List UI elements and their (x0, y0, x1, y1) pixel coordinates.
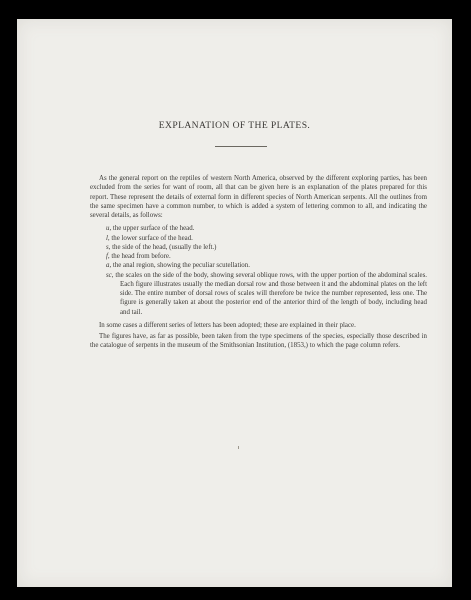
figures-paragraph: The figures have, as far as possible, been taken from the type specimens of the species, especially those described in the catalogue of serpents in the museum of the Smithsonian Institution, (1853,) to which the page column refers. (90, 333, 427, 350)
item-text: the head from before. (111, 253, 171, 260)
item-text: the anal region, showing the peculiar scutellation. (112, 262, 250, 270)
list-item (90, 224, 427, 233)
item-letter: u, (106, 225, 112, 233)
list-item (90, 234, 427, 243)
document-page (17, 19, 452, 587)
list-item (90, 261, 427, 270)
title-divider (215, 146, 267, 147)
item-letter: a, (106, 262, 112, 270)
item-text: the lower surface of the head. (111, 234, 193, 242)
item-letter: f, (106, 253, 110, 260)
intro-paragraph: As the general report on the reptiles of western North America, observed by the different exploring parties, has been excluded from the series for want of room, all that can be given here is an explanation of the plates prepared for this report. These represent the details of external form in different species of North American serpents. All the outlines from the same specimen have a common number, to which is added a system of lettering common to all, and indicating the several details, as follows: (90, 175, 427, 219)
item-letter: s, (106, 243, 111, 251)
page-title: EXPLANATION OF THE PLATES. (158, 120, 311, 131)
document-body (90, 174, 427, 351)
list-item (90, 252, 427, 261)
list-item (90, 243, 427, 252)
item-text: the upper surface of the head. (112, 225, 195, 233)
list-item (90, 271, 427, 317)
lettering-list (90, 224, 427, 317)
item-letter: sc, (106, 271, 114, 279)
letters-paragraph: In some cases a different series of letters has been adopted; these are explained in their place. (99, 321, 356, 329)
item-text: the side of the head, (usually the left.) (112, 243, 217, 251)
page-mark (238, 446, 239, 449)
item-text: the scales on the side of the body, showing several oblique rows, with the upper portion of the abdominal scales. Each figure illustrates usually the median dorsal row and those between it and the abdominal plates on the left side. The entire number of dorsal rows of scales will therefore be twice the number represented, less one. The figure is generally taken at about the posterior end of the anterior third of the length of body, including head and tail. (115, 271, 427, 316)
item-letter: l, (106, 234, 110, 242)
